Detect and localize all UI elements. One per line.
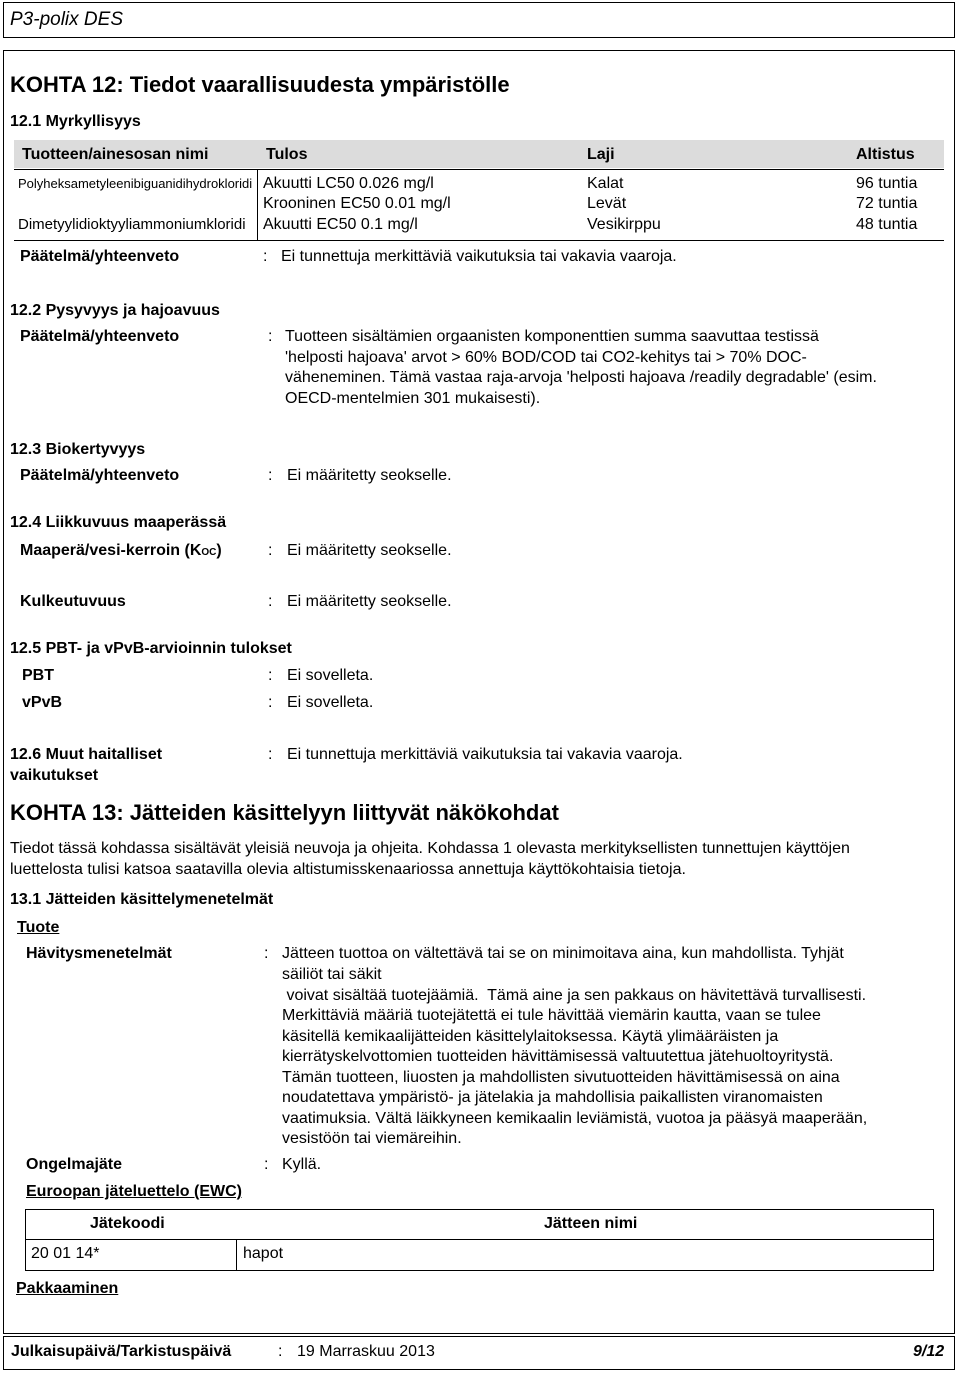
vpvb-label: vPvB bbox=[22, 694, 63, 711]
pbt-label: PBT bbox=[22, 667, 54, 684]
colon: : bbox=[278, 1343, 283, 1360]
intro-line: Tiedot tässä kohdassa sisältävät yleisiä neuvoja ja ohjeita. Kohdassa 1 olevasta merkityksellisten tunnettujen käyttöjen bbox=[10, 840, 850, 857]
result-value: Akuutti LC50 0.026 mg/l bbox=[263, 175, 434, 192]
main-frame bbox=[3, 50, 955, 1334]
other-effects-title: 12.6 Muut haitalliset bbox=[10, 746, 163, 763]
exposure-value: 48 tuntia bbox=[856, 216, 918, 233]
hazardous-waste-value: Kyllä. bbox=[282, 1156, 322, 1173]
result-value: Akuutti EC50 0.1 mg/l bbox=[263, 216, 418, 233]
col-species: Laji bbox=[587, 146, 615, 163]
disposal-label: Hävitysmenetelmät bbox=[26, 945, 172, 962]
col-exposure: Altistus bbox=[856, 146, 915, 163]
disposal-line: voivat sisältää tuotejäämiä. Tämä aine ja sen pakkaus on hävitettävä turvallisesti. bbox=[282, 987, 867, 1004]
exposure-value: 96 tuntia bbox=[856, 175, 918, 192]
bioaccumulation-title: 12.3 Biokertyvyys bbox=[10, 441, 146, 458]
disposal-line: kierrätyskelvottomien tuotteiden hävittämisessä valtuutettua jätehuoltoyritystä. bbox=[282, 1048, 834, 1065]
colon: : bbox=[268, 694, 273, 711]
ewc-col-name: Jätteen nimi bbox=[544, 1215, 638, 1232]
ewc-col-code: Jätekoodi bbox=[90, 1215, 165, 1232]
product-label: Tuote bbox=[17, 919, 60, 936]
bioaccumulation-label: Päätelmä/yhteenveto bbox=[20, 467, 180, 484]
disposal-line: Tämän tuotteen, liuosten ja mahdollisten sivutuotteiden hävittämisessä on aina bbox=[282, 1069, 840, 1086]
waste-methods-title: 13.1 Jätteiden käsittelymenetelmät bbox=[10, 891, 274, 908]
table-rule bbox=[14, 240, 944, 241]
mobility-value: Ei määritetty seokselle. bbox=[287, 593, 452, 610]
species-value: Vesikirppu bbox=[587, 216, 661, 233]
persistence-line: väheneminen. Tämä vastaa raja-arvoja 'helposti hajoava /readily degradable' (esim. bbox=[285, 369, 877, 386]
colon: : bbox=[268, 328, 273, 345]
colon: : bbox=[268, 542, 273, 559]
section-13-title: KOHTA 13: Jätteiden käsittelyyn liittyvät näkökohdat bbox=[10, 800, 559, 825]
col-name: Tuotteen/ainesosan nimi bbox=[22, 146, 209, 163]
col-result: Tulos bbox=[266, 146, 308, 163]
vpvb-value: Ei sovelleta. bbox=[287, 694, 374, 711]
footer-date-value: 19 Marraskuu 2013 bbox=[297, 1343, 435, 1360]
disposal-line: käsitellä kemikaalijätteiden käsittelylaitoksessa. Käytä ylimääräisten ja bbox=[282, 1028, 779, 1045]
exposure-value: 72 tuntia bbox=[856, 195, 918, 212]
packaging-label: Pakkaaminen bbox=[16, 1280, 119, 1297]
ewc-code: 20 01 14* bbox=[31, 1245, 100, 1262]
result-value: Krooninen EC50 0.01 mg/l bbox=[263, 195, 451, 212]
table-rule bbox=[14, 169, 944, 170]
conclusion-value: Ei tunnettuja merkittäviä vaikutuksia tai vakavia vaaroja. bbox=[281, 248, 677, 265]
disposal-line: Jätteen tuottoa on vältettävä tai se on minimoitava aina, kun mahdollista. Tyhjät bbox=[282, 945, 844, 962]
toxicity-title: 12.1 Myrkyllisyys bbox=[10, 113, 141, 130]
ewc-table-vrule bbox=[236, 1239, 237, 1270]
persistence-title: 12.2 Pysyvyys ja hajoavuus bbox=[10, 302, 220, 319]
document-header bbox=[3, 2, 955, 38]
intro-line: luettelosta tulisi katsoa saatavilla olevia altistumisskenaariossa annettuja käyttökohtaisia tietoja. bbox=[10, 861, 686, 878]
footer-date-label: Julkaisupäivä/Tarkistuspäivä bbox=[11, 1343, 232, 1360]
ewc-name: hapot bbox=[243, 1245, 284, 1262]
koc-value: Ei määritetty seokselle. bbox=[287, 542, 452, 559]
disposal-line: säiliöt tai säkit bbox=[282, 966, 382, 983]
section-12-title: KOHTA 12: Tiedot vaarallisuudesta ympäristölle bbox=[10, 72, 510, 97]
substance-name: Dimetyylidioktyyliammoniumkloridi bbox=[18, 216, 246, 233]
persistence-line: 'helposti hajoava' arvot > 60% BOD/COD tai CO2-kehitys tai > 70% DOC- bbox=[285, 349, 807, 366]
hazardous-waste-label: Ongelmajäte bbox=[26, 1156, 123, 1173]
colon: : bbox=[263, 248, 268, 265]
table-vrule bbox=[257, 170, 258, 240]
colon: : bbox=[268, 667, 273, 684]
colon: : bbox=[268, 467, 273, 484]
document-title: P3-polix DES bbox=[10, 9, 123, 30]
koc-label: Maaperä/vesi-kerroin (KOC) bbox=[20, 542, 222, 559]
colon: : bbox=[268, 593, 273, 610]
mobility-label: Kulkeutuvuus bbox=[20, 593, 126, 610]
persistence-line: Tuotteen sisältämien orgaanisten komponenttien summa saavuttaa testissä bbox=[285, 328, 819, 345]
page-number: 9/12 bbox=[913, 1343, 945, 1360]
persistence-label: Päätelmä/yhteenveto bbox=[20, 328, 180, 345]
conclusion-label: Päätelmä/yhteenveto bbox=[20, 248, 180, 265]
disposal-line: vaatimuksia. Vältä läikkyneen kemikaalin leviämistä, vuotoa ja pääsyä maaperään, bbox=[282, 1110, 868, 1127]
species-value: Levät bbox=[587, 195, 627, 212]
other-effects-title-2: vaikutukset bbox=[10, 767, 99, 784]
other-effects-value: Ei tunnettuja merkittäviä vaikutuksia tai vakavia vaaroja. bbox=[287, 746, 683, 763]
mobility-title: 12.4 Liikkuvuus maaperässä bbox=[10, 514, 227, 531]
ewc-label: Euroopan jäteluettelo (EWC) bbox=[26, 1183, 242, 1200]
disposal-line: Merkittäviä määriä tuotejätettä ei tule hävittää viemärin kautta, vaan se tulee bbox=[282, 1007, 821, 1024]
pbt-value: Ei sovelleta. bbox=[287, 667, 374, 684]
persistence-line: OECD-mentelmien 301 mukaisesti). bbox=[285, 390, 541, 407]
species-value: Kalat bbox=[587, 175, 624, 192]
pbt-title: 12.5 PBT- ja vPvB-arvioinnin tulokset bbox=[10, 640, 292, 657]
disposal-line: vesistöön tai viemäreihin. bbox=[282, 1130, 462, 1147]
disposal-line: noudatettava ympäristö- ja jätelakia ja mahdollisia paikallisten viranomaisten bbox=[282, 1089, 823, 1106]
colon: : bbox=[268, 746, 273, 763]
substance-name: Polyheksametyleenibiguanidihydrokloridi bbox=[18, 176, 253, 191]
colon: : bbox=[264, 945, 269, 962]
bioaccumulation-value: Ei määritetty seokselle. bbox=[287, 467, 452, 484]
colon: : bbox=[264, 1156, 269, 1173]
ewc-table-rule bbox=[25, 1239, 933, 1240]
